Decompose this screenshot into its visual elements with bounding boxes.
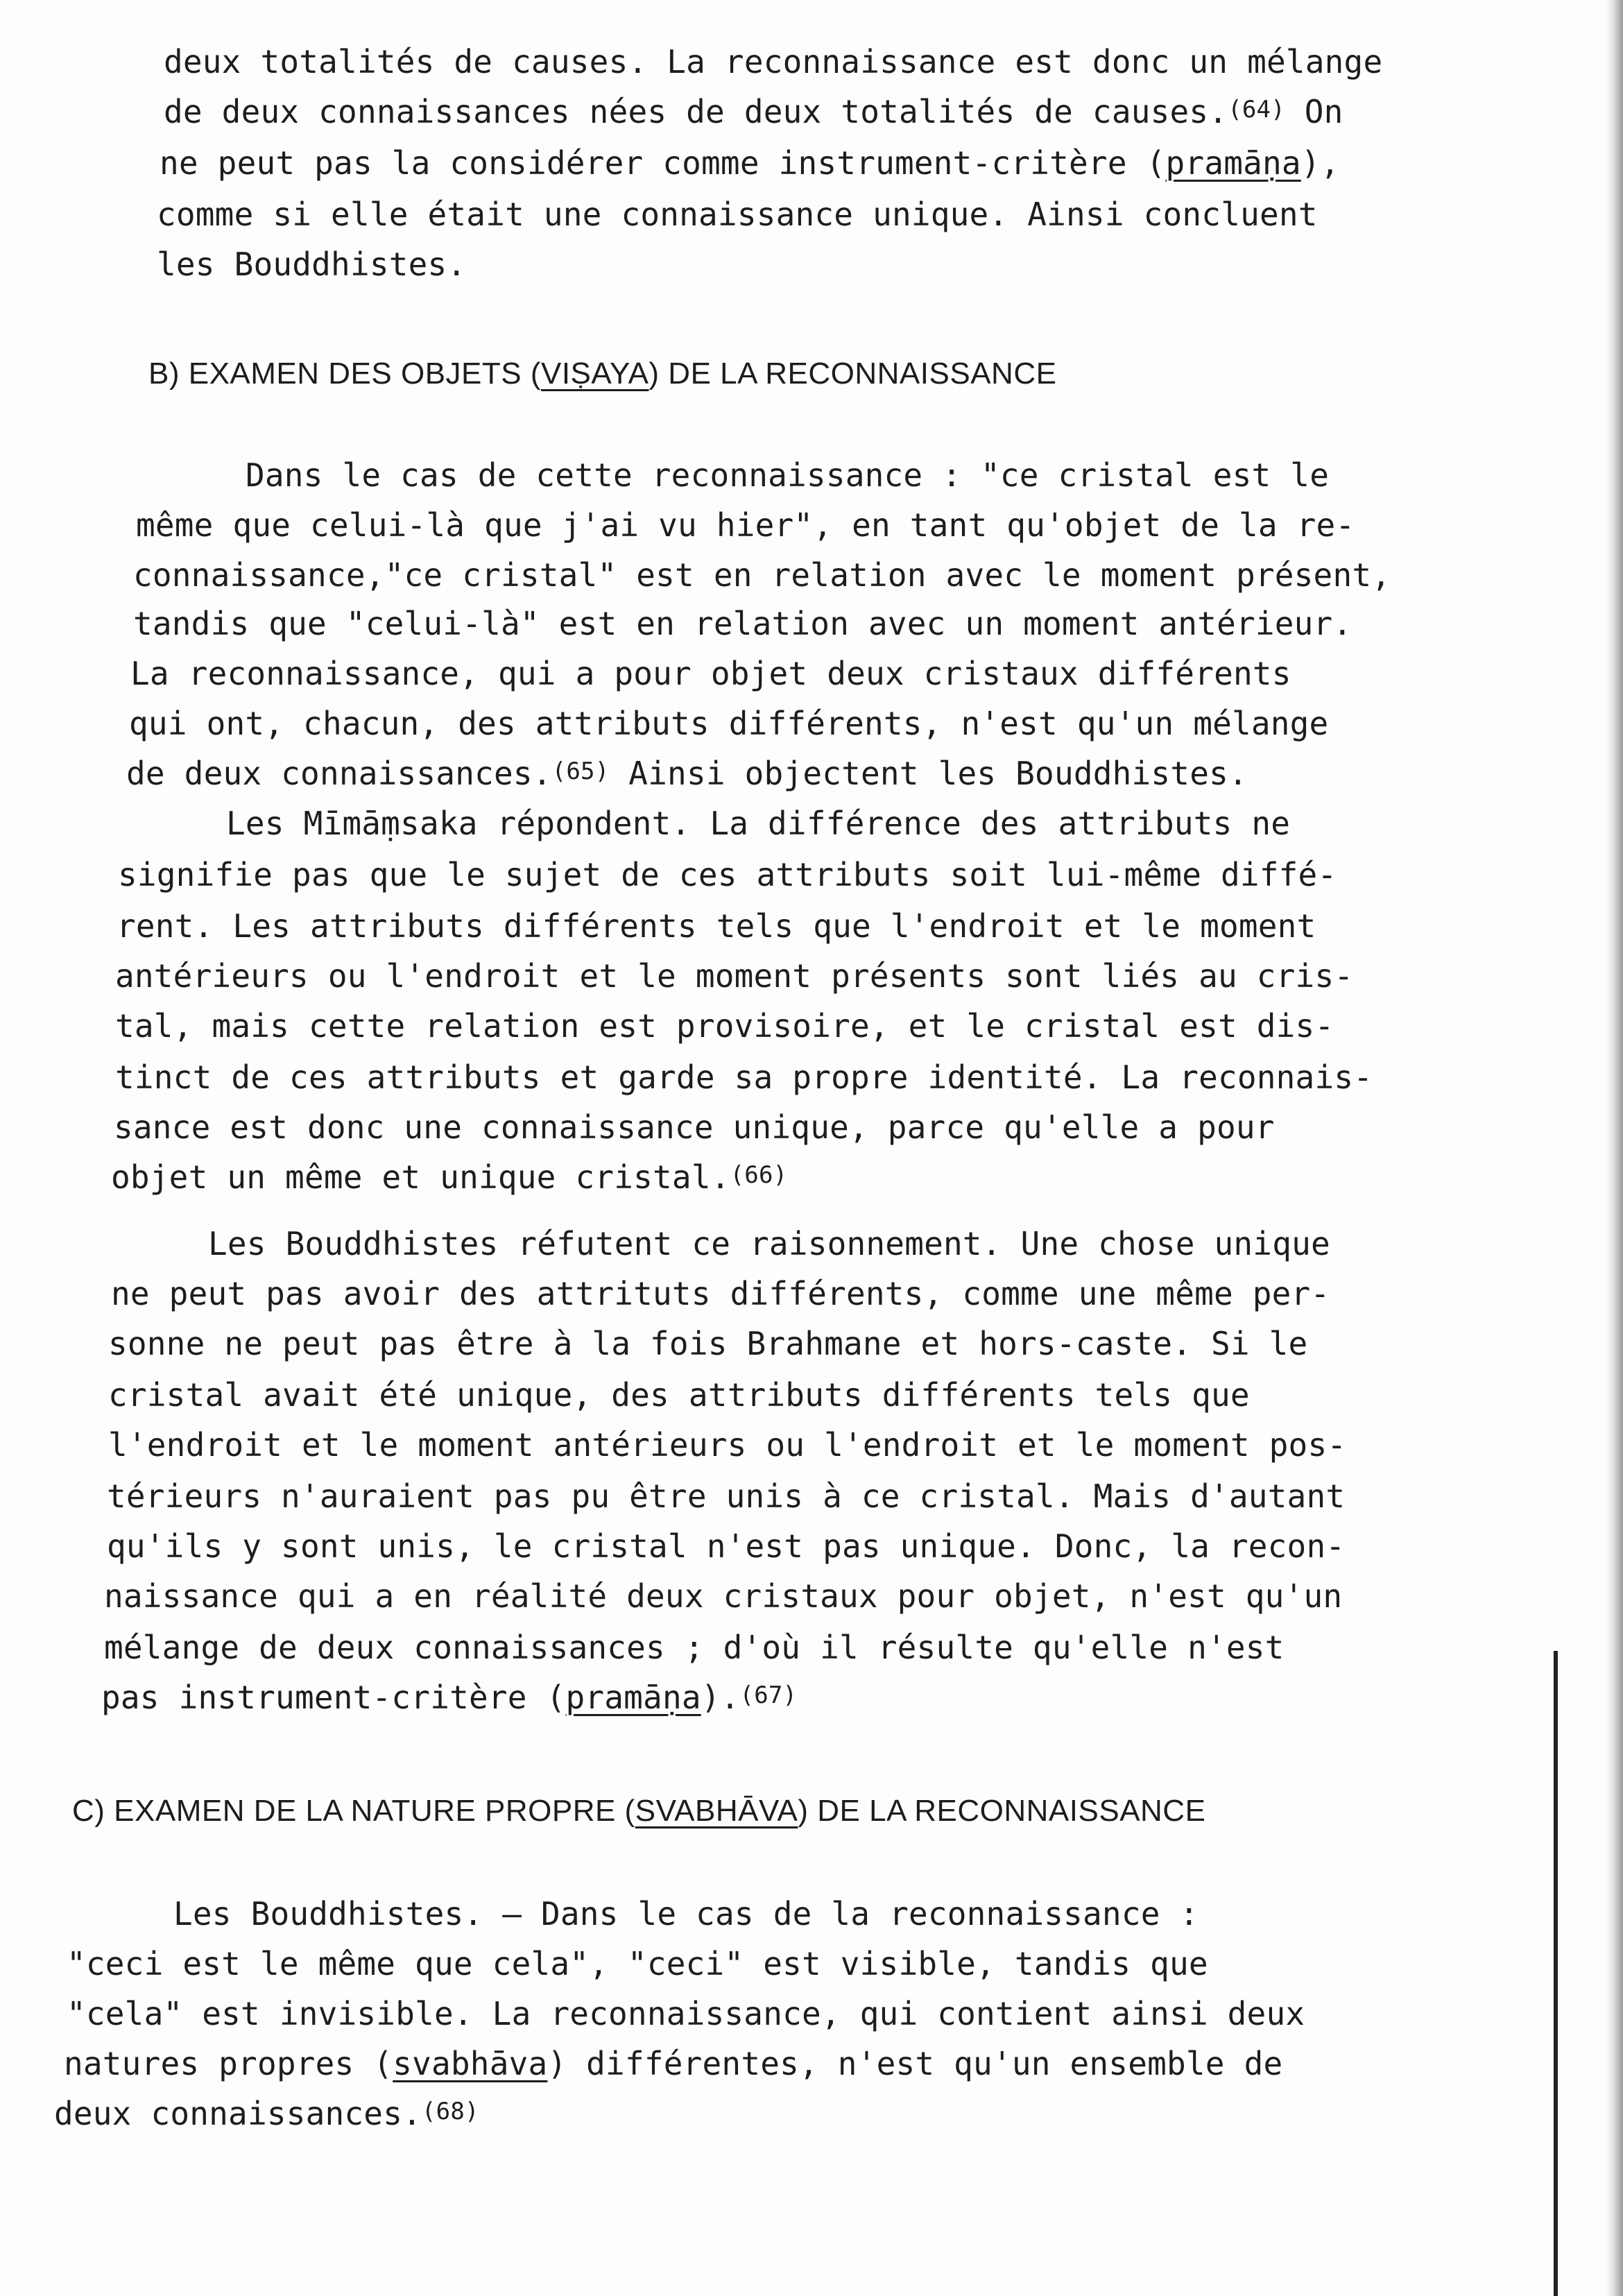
line-text: ne peut pas la considérer comme instrument-critère ( xyxy=(160,144,1166,182)
line-text: naissance qui a en réalité deux cristaux pour objet, n'est qu'un xyxy=(104,1577,1343,1615)
heading-text: ) DE LA RECONNAISSANCE xyxy=(649,357,1057,391)
line-text: La reconnaissance, qui a pour objet deux cristaux différents xyxy=(130,655,1291,692)
line-text: antérieurs ou l'endroit et le moment présents sont liés au cris- xyxy=(115,957,1354,995)
text-line xyxy=(115,1006,1334,1046)
line-text: deux totalités de causes. La reconnaissance est donc un mélange xyxy=(164,43,1383,80)
line-text: de deux connaissances nées de deux totalités de causes. xyxy=(164,93,1228,130)
text-line xyxy=(164,42,1382,82)
heading-text: C) EXAMEN DE LA NATURE PROPRE ( xyxy=(72,1794,635,1828)
line-text: Ainsi objectent les Bouddhistes. xyxy=(609,755,1248,792)
section-heading-c xyxy=(72,1791,1205,1831)
line-text: qui ont, chacun, des attributs différents, n'est qu'un mélange xyxy=(129,705,1329,742)
line-text: mélange de deux connaissances ; d'où il résulte qu'elle n'est xyxy=(104,1629,1285,1666)
line-text: tinct de ces attributs et garde sa propre identité. La reconnais- xyxy=(115,1059,1373,1096)
line-text: ), xyxy=(1300,144,1340,182)
line-text: objet un même et unique cristal. xyxy=(111,1158,730,1196)
line-text: Les Bouddhistes réfutent ce raisonnement. Une chose unique xyxy=(208,1225,1330,1262)
text-line xyxy=(101,1677,797,1717)
sanskrit-term: pramāṇa xyxy=(565,1679,701,1716)
line-text: signifie pas que le sujet de ces attributs soit lui-même diffé- xyxy=(118,856,1337,893)
text-line xyxy=(129,703,1328,744)
text-line xyxy=(111,1157,787,1197)
text-line xyxy=(115,956,1353,996)
text-line xyxy=(107,1526,1345,1566)
sanskrit-term: pramāṇa xyxy=(1165,144,1301,182)
text-line xyxy=(67,1944,1208,1984)
line-text: tal, mais cette relation est provisoire, et le cristal est dis- xyxy=(115,1007,1334,1045)
text-line xyxy=(126,753,1248,794)
text-line xyxy=(226,803,1290,843)
line-text: natures propres ( xyxy=(64,2045,393,2082)
scan-binding-line xyxy=(1554,1651,1558,2296)
line-text: comme si elle était une connaissance unique. Ainsi concluent xyxy=(157,196,1318,233)
text-line xyxy=(164,92,1343,132)
footnote-ref: (67) xyxy=(739,1681,798,1709)
heading-term: VIṢAYA xyxy=(540,357,649,391)
text-line xyxy=(246,455,1329,495)
line-text: deux connaissances. xyxy=(54,2095,422,2132)
text-line xyxy=(133,603,1352,644)
footnote-ref: (66) xyxy=(730,1161,788,1189)
line-text: cristal avait été unique, des attributs différents tels que xyxy=(108,1376,1250,1414)
text-line xyxy=(108,1375,1250,1415)
text-line xyxy=(64,2044,1282,2084)
line-text: térieurs n'auraient pas pu être unis à ce cristal. Mais d'autant xyxy=(107,1477,1346,1515)
line-text: ). xyxy=(701,1679,740,1716)
text-line xyxy=(160,143,1340,183)
line-text: l'endroit et le moment antérieurs ou l'endroit et le moment pos- xyxy=(108,1426,1347,1464)
line-text: Les Bouddhistes. — Dans le cas de la reconnaissance : xyxy=(173,1895,1199,1933)
line-text: sonne ne peut pas être à la fois Brahmane et hors-caste. Si le xyxy=(108,1325,1308,1362)
line-text: pas instrument-critère ( xyxy=(101,1679,566,1716)
text-line xyxy=(108,1323,1307,1364)
sanskrit-term: svabhāva xyxy=(393,2045,548,2082)
line-text: de deux connaissances. xyxy=(126,755,552,792)
text-line xyxy=(104,1627,1285,1668)
line-text: rent. Les attributs différents tels que l'endroit et le moment xyxy=(117,907,1316,945)
text-line xyxy=(67,1994,1305,2034)
footnote-ref: (68) xyxy=(422,2098,479,2125)
heading-text: ) DE LA RECONNAISSANCE xyxy=(798,1794,1206,1828)
text-line xyxy=(54,2093,479,2134)
line-text: les Bouddhistes. xyxy=(157,246,467,283)
line-text: "cela" est invisible. La reconnaissance, qui contient ainsi deux xyxy=(67,1995,1305,2032)
footnote-ref: (65) xyxy=(551,757,610,785)
text-line xyxy=(107,1476,1345,1516)
text-line xyxy=(108,1425,1346,1465)
heading-text: B) EXAMEN DES OBJETS ( xyxy=(148,357,541,391)
text-line xyxy=(117,906,1316,946)
text-line xyxy=(130,653,1291,694)
text-line xyxy=(157,244,466,284)
line-text: sance est donc une connaissance unique, parce qu'elle a pour xyxy=(114,1108,1275,1146)
text-line xyxy=(118,855,1337,895)
text-line xyxy=(114,1107,1275,1147)
line-text: qu'ils y sont unis, le cristal n'est pas unique. Donc, la recon- xyxy=(107,1527,1346,1565)
text-line xyxy=(136,505,1355,545)
text-line xyxy=(111,1274,1330,1314)
line-text: connaissance,"ce cristal" est en relation avec le moment présent, xyxy=(133,556,1391,594)
heading-term: SVABHĀVA xyxy=(635,1794,798,1828)
line-text: ne peut pas avoir des attrituts différents, comme une même per- xyxy=(111,1275,1330,1312)
line-text: même que celui-là que j'ai vu hier", en tant qu'objet de la re- xyxy=(136,506,1355,544)
text-line xyxy=(173,1894,1199,1934)
line-text: ) différentes, n'est qu'un ensemble de xyxy=(547,2045,1283,2082)
section-heading-b xyxy=(148,354,1056,394)
text-line xyxy=(133,555,1391,595)
text-line xyxy=(115,1057,1373,1097)
text-line xyxy=(104,1576,1342,1616)
line-text: Les Mīmāṃsaka répondent. La différence des attributs ne xyxy=(226,805,1291,842)
text-line xyxy=(157,194,1318,234)
text-line xyxy=(208,1224,1330,1264)
line-text: tandis que "celui-là" est en relation avec un moment antérieur. xyxy=(133,605,1352,642)
line-text: "ceci est le même que cela", "ceci" est visible, tandis que xyxy=(67,1945,1208,1982)
line-text: On xyxy=(1285,93,1343,130)
footnote-ref: (64) xyxy=(1228,96,1285,123)
scan-shadow-edge xyxy=(1605,0,1623,2296)
line-text: Dans le cas de cette reconnaissance : "ce cristal est le xyxy=(246,456,1330,494)
